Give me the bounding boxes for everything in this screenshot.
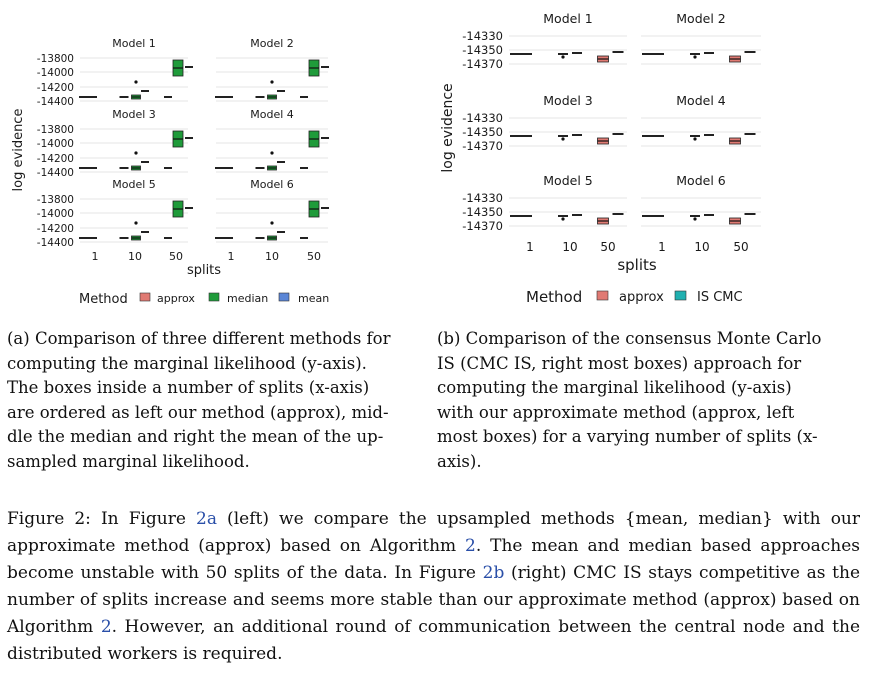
facet-b-1 (462, 11, 627, 71)
figure-label: Figure 2: (7, 509, 91, 529)
outlier-point (561, 55, 564, 58)
y-tick: -14000 (36, 67, 74, 79)
caption-line: sampled marginal likelihood. (7, 451, 250, 471)
facet-title: Model 3 (112, 108, 156, 121)
caption-line: computing the marginal likelihood (y-axis). (7, 353, 367, 373)
x-tick: 1 (91, 250, 99, 263)
facet-a-4 (215, 108, 329, 177)
panel-b-xticks-right (658, 240, 748, 254)
legend-label-mean: mean (298, 292, 330, 305)
y-tick: -13800 (36, 53, 74, 65)
facet-title: Model 5 (112, 178, 156, 191)
caption-text: . However, an additional round of communication between the central node and the distributed workers is required. (7, 617, 860, 664)
outlier-point (693, 55, 696, 58)
caption-line: with our approximate method (approx, left (437, 402, 795, 422)
x-tick: 50 (600, 240, 616, 254)
panel-b (440, 11, 761, 306)
caption-line: computing the marginal likelihood (y-axis) (437, 378, 792, 397)
y-tick: -14330 (462, 29, 503, 43)
facet-a-6 (215, 178, 329, 247)
x-tick: 10 (694, 240, 710, 254)
y-tick: -14370 (462, 219, 503, 233)
x-tick: 10 (265, 250, 279, 263)
algorithm-ref-link[interactable]: 2 (100, 617, 112, 637)
y-tick: -14330 (462, 111, 503, 125)
algorithm-ref-link[interactable]: 2 (465, 536, 476, 556)
facet-title: Model 2 (250, 37, 294, 50)
facet-b-5 (462, 173, 627, 233)
legend-title: Method (526, 288, 583, 306)
y-tick: -14400 (36, 237, 74, 249)
figure-ref-link[interactable]: 2b (482, 563, 505, 583)
legend-key-is-cmc (675, 291, 686, 300)
y-tick: -14000 (36, 208, 74, 220)
facet-b-4 (641, 93, 761, 152)
caption-line: are ordered as left our method (approx), mid- (7, 402, 389, 422)
facet-a-1 (37, 37, 193, 108)
facet-a-5 (37, 178, 193, 249)
facet-a-2 (215, 37, 329, 106)
caption-line: most boxes) for a varying number of splits (x- (437, 427, 818, 446)
sub-caption-a (7, 327, 429, 474)
panel-b-xlabel: splits (617, 256, 657, 274)
caption-line: axis). (437, 451, 482, 471)
y-tick: -14200 (36, 153, 74, 165)
outlier-point (693, 137, 696, 140)
facet-title: Model 2 (676, 11, 726, 26)
caption-line: (b) Comparison of the consensus Monte Carlo (437, 329, 822, 348)
outlier-point (561, 217, 564, 220)
legend-label-approx: approx (619, 290, 664, 305)
panel-a-legend (79, 292, 329, 307)
legend-key-median (209, 293, 219, 301)
panel-b-xticks-left (526, 240, 615, 254)
caption-line: The boxes inside a number of splits (x-axis) (7, 378, 370, 397)
x-tick: 50 (733, 240, 749, 254)
facet-title: Model 4 (676, 93, 726, 108)
legend-label-median: median (227, 292, 269, 305)
y-tick: -14370 (462, 57, 503, 71)
y-tick: -14400 (36, 167, 74, 179)
caption-line: IS (CMC IS, right most boxes) approach for (437, 353, 802, 373)
caption-text: (right) CMC IS stays competitive as the number of splits increase and seems more stable than our approximate method (approx) based on Algorithm (7, 563, 861, 637)
x-tick: 50 (169, 250, 183, 263)
legend-label-approx: approx (157, 292, 195, 305)
facet-b-3 (462, 93, 627, 153)
outlier-point (693, 217, 696, 220)
panel-a-ylabel: log evidence (11, 108, 26, 192)
panel-a-xticks-right (228, 250, 322, 263)
figure-caption (7, 506, 860, 668)
facet-b-2 (641, 11, 761, 70)
y-tick: -14350 (462, 205, 503, 219)
facet-title: Model 1 (543, 11, 593, 26)
figure-ref-link[interactable]: 2a (196, 509, 217, 529)
legend-title: Method (79, 292, 128, 307)
facet-title: Model 3 (543, 93, 593, 108)
y-tick: -13800 (36, 124, 74, 136)
legend-key-approx (597, 291, 608, 300)
panel-a-xlabel: splits (186, 263, 222, 278)
x-tick: 1 (526, 240, 534, 254)
y-tick: -13800 (36, 194, 74, 206)
caption-line: dle the median and right the mean of the up- (7, 427, 384, 446)
x-tick: 10 (128, 250, 142, 263)
facet-b-6 (641, 173, 761, 232)
outlier-point (270, 80, 273, 83)
caption-line: (a) Comparison of three different methods for (7, 329, 391, 348)
x-tick: 10 (562, 240, 578, 254)
x-tick: 50 (307, 250, 321, 263)
outlier-point (561, 137, 564, 140)
figure-2-plots (0, 0, 884, 320)
panel-b-legend (526, 288, 743, 306)
facet-title: Model 1 (112, 37, 156, 50)
y-tick: -14000 (36, 138, 74, 150)
y-tick: -14370 (462, 139, 503, 153)
y-tick: -14200 (36, 82, 74, 94)
outlier-point (134, 221, 137, 224)
caption-text: (left) we compare the upsampled methods {mean, median} with our approximate method (approx) based on Algorithm (7, 509, 860, 556)
facet-title: Model 4 (250, 108, 294, 121)
outlier-point (134, 80, 137, 83)
facet-title: Model 6 (250, 178, 294, 191)
x-tick: 1 (227, 250, 235, 263)
facet-title: Model 5 (543, 173, 593, 188)
outlier-point (270, 151, 273, 154)
y-tick: -14350 (462, 43, 503, 57)
y-tick: -14200 (36, 223, 74, 235)
y-tick: -14330 (462, 191, 503, 205)
y-tick: -14400 (36, 96, 74, 108)
caption-text: . The mean and median based approaches become unstable with 50 splits of the data. In Figure (7, 536, 860, 583)
legend-key-approx (140, 293, 150, 301)
y-tick: -14350 (462, 125, 503, 139)
legend-label-is-cmc: IS CMC (697, 290, 743, 305)
x-tick: 1 (658, 240, 666, 254)
legend-key-mean (279, 293, 289, 301)
outlier-point (134, 151, 137, 154)
caption-text: In Figure (100, 509, 197, 529)
outlier-point (270, 221, 273, 224)
panel-a-xticks-left (92, 250, 184, 263)
panel-b-ylabel: log evidence (440, 83, 456, 173)
facet-a-3 (37, 108, 193, 179)
sub-caption-b (437, 327, 867, 474)
facet-title: Model 6 (676, 173, 726, 188)
panel-a (11, 37, 329, 307)
